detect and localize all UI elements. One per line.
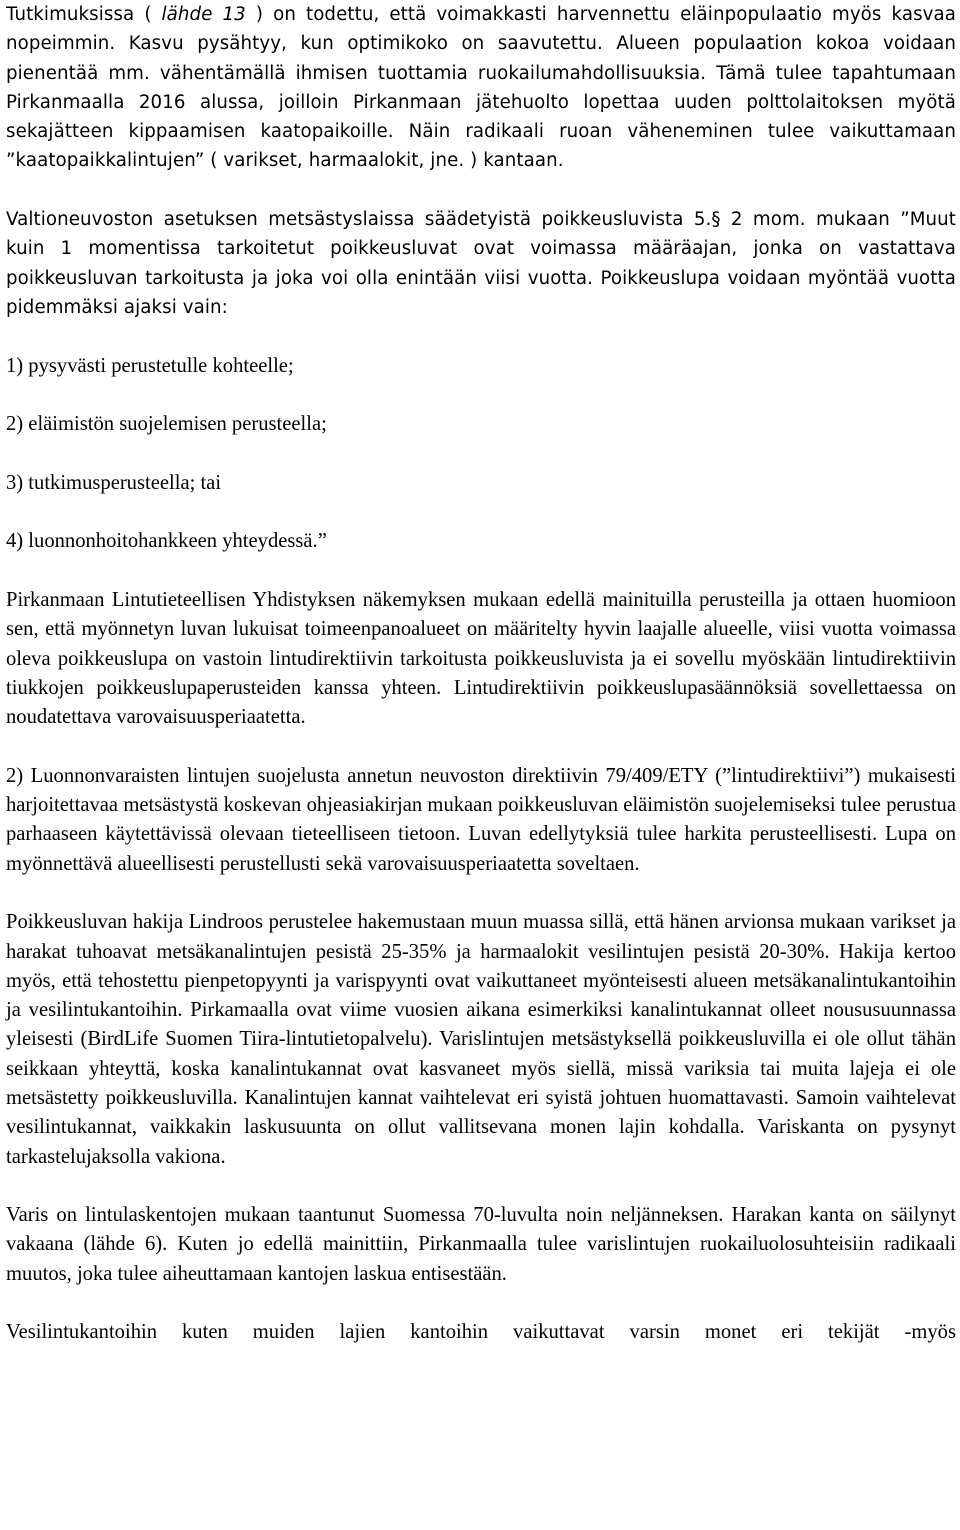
- exception-list: [6, 352, 956, 557]
- list-item: 1) pysyvästi perustetulle kohteelle;: [6, 354, 294, 377]
- paragraph-decree-intro: Valtioneuvoston asetuksen metsästyslaissa säädetyistä poikkeusluvista 5.§ 2 mom. mukaan ”Muut kuin 1 momentissa tarkoitetut poikkeusluvat ovat voimassa määräajan, jonka on vastattava poikkeusluvan tarkoitusta ja joka voi olla enintään viisi vuotta. Poikkeuslupa voidaan myöntää vuotta pidemmäksi ajaksi vain:: [6, 209, 956, 318]
- source-reference: lähde 13: [161, 4, 246, 25]
- paragraph-association-view: Pirkanmaan Lintutieteellisen Yhdistyksen näkemyksen mukaan edellä mainituilla perusteilla ja ottaen huomioon sen, että myönnetyn luvan lukuisat toimeenpanoalueet on määritelty hyvin laajalle alueelle, viisi vuotta voimassa oleva poikkeuslupa on vastoin lintudirektiivin tarkoitusta poikkeusluvista ja ei sovellu myöskään lintudirektiivin tiukkojen poikkeuslupaperusteiden kanssa yhteen. Lintudirektiivin poikkeuslupasäännöksiä sovellettaessa on noudatettava varovaisuusperiaatetta.: [6, 588, 956, 729]
- intro-section: [6, 0, 956, 322]
- paragraph-population-reduction: [6, 0, 956, 176]
- paragraph-crow-population: Varis on lintulaskentojen mukaan taantunut Suomessa 70-luvulta noin neljänneksen. Harakan kanta on säilynyt vakaana (lähde 6). Kuten jo edellä mainittiin, Pirkanmaalla tulee varislintujen ruokailuolosuhteisiin radikaali muutos, joka tulee aiheuttamaan kantojen laskua entisestään.: [6, 1204, 956, 1285]
- list-item: 4) luonnonhoitohankkeen yhteydessä.”: [6, 530, 327, 553]
- list-item: 2) eläimistön suojelemisen perusteella;: [6, 413, 327, 436]
- paragraph-applicant-reasoning: Poikkeusluvan hakija Lindroos perustelee hakemustaan muun muassa sillä, että hänen arvionsa mukaan varikset ja harakat tuhoavat metsäkanalintujen pesistä 25-35% ja harmaalokit vesilintujen pesistä 20-30%. Hakija kertoo myös, että tehostettu pienpetopyynti ja varispyynti ovat vaikuttaneet myönteisesti alueen metsäkanalintukantoihin ja vesilintukantoihin. Pirkamaalla ovat viime vuosien aikana esimerkiksi kanalintukannat olleet noususuunnassa yleisesti (BirdLife Suomen Tiira-lintutietopalvelu). Varislintujen metsästyksellä poikkeusluvilla ei ole ollut tähän seikkaan yhteyttä, koska kanalintukannat ovat kasvaneet myös siellä, missä variksia tai muita lajeja ei ole metsästetty poikkeusluvilla. Kanalintujen kannat vaihtelevat eri syistä johtuen huomattavasti. Samoin vaihtelevat vesilintukannat, vaikkakin laskusuunta on ollut vallitsevana monen lajin kohdalla. Variskanta on pysynyt tarkastelujaksolla vakiona.: [6, 911, 956, 1168]
- paragraph-directive-guidance: 2) Luonnonvaraisten lintujen suojelusta annetun neuvoston direktiivin 79/409/ETY (”lintudirektiivi”) mukaisesti harjoitettavaa metsästystä koskevan ohjeasiakirjan mukaan poikkeusluvan eläimistön suojelemiseksi tulee perustua parhaaseen käytettävissä olevaan tieteelliseen tietoon. Luvan edellytyksiä tulee harkita perusteellisesti. Lupa on myönnettävä alueellisesti perustellusti sekä varovaisuusperiaatetta soveltaen.: [6, 764, 956, 875]
- list-item: 3) tutkimusperusteella; tai: [6, 471, 222, 494]
- paragraph-text: ) on todettu, että voimakkasti harvennettu eläinpopulaatio myös kasvaa nopeimmin. Kasvu pysähtyy, kun optimikoko on saavutettu. Alueen populaation kokoa voidaan pienentää mm. vähentämällä ihmisen tuottamia ruokailumahdollisuuksia. Tämä tulee tapahtumaan Pirkanmaalla 2016 alussa, joilloin Pirkanmaan jätehuolto lopettaa uuden polttolaitoksen myötä sekajätteen kippaamisen kaatopaikoille. Näin radikaali ruoan väheneminen tulee vaikuttamaan ”kaatopaikkalintujen” ( varikset, harmaalokit, jne. ) kantaan.: [6, 4, 956, 172]
- paragraph-waterfowl-factors: Vesilintukantoihin kuten muiden lajien kantoihin vaikuttavat varsin monet eri tekijät -myös: [6, 1321, 956, 1344]
- paragraph-text: Tutkimuksissa (: [6, 4, 162, 25]
- document-page: [6, 0, 956, 1348]
